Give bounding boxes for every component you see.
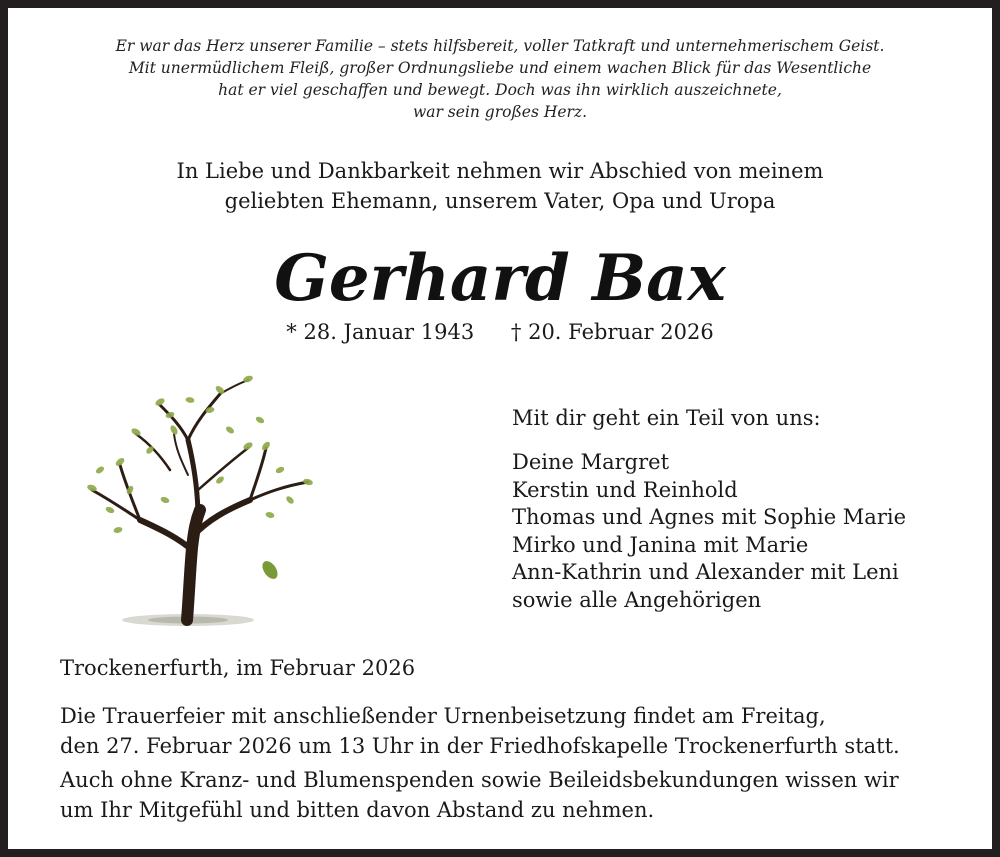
birth-date: * 28. Januar 1943	[286, 320, 475, 344]
motto-line: war sein großes Herz.	[412, 103, 588, 121]
request-line: Auch ohne Kranz- und Blumenspenden sowie Beileidsbekundungen wissen wir	[60, 768, 899, 792]
service-line: Die Trauerfeier mit anschließender Urnenbeisetzung findet am Freitag,	[60, 704, 826, 728]
motto-line: Er war das Herz unserer Familie – stets hilfsbereit, voller Tatkraft und unternehmerischem Geist.	[115, 37, 885, 55]
motto-line: hat er viel geschaffen und bewegt. Doch was ihn wirklich auszeichnete,	[218, 81, 782, 99]
list-item: Deine Margret	[512, 450, 670, 474]
list-item: Kerstin und Reinhold	[512, 477, 738, 502]
intro-text	[8, 156, 992, 216]
death-date: † 20. Februar 2026	[510, 320, 714, 344]
service-notice	[60, 701, 900, 761]
service-line: den 27. Februar 2026 um 13 Uhr in der Friedhofskapelle Trockenerfurth statt.	[60, 734, 900, 758]
list-item: sowie alle Angehörigen	[512, 587, 762, 612]
mourners-list	[512, 449, 906, 615]
motto	[8, 35, 992, 123]
intro-line: In Liebe und Dankbarkeit nehmen wir Abschied von meinem	[176, 159, 824, 183]
obituary-card	[8, 8, 992, 849]
place-date: Trockenerfurth, im Februar 2026	[60, 656, 416, 680]
farewell-line: Mit dir geht ein Teil von uns:	[512, 406, 821, 430]
list-item: Thomas und Agnes mit Sophie Marie	[512, 505, 907, 530]
life-dates	[8, 317, 992, 347]
motto-line: Mit unermüdlichem Fleiß, großer Ordnungsliebe und einem wachen Blick für das Wesentliche	[128, 59, 872, 77]
intro-line: geliebten Ehemann, unserem Vater, Opa und Uropa	[224, 189, 776, 213]
donation-request	[60, 765, 899, 825]
request-line: um Ihr Mitgefühl und bitten davon Abstand zu nehmen.	[60, 798, 655, 822]
list-item: Mirko und Janina mit Marie	[512, 532, 809, 557]
deceased-name: Gerhard Bax	[274, 241, 726, 316]
tree-icon	[70, 370, 320, 632]
list-item: Ann-Kathrin und Alexander mit Leni	[512, 560, 899, 585]
